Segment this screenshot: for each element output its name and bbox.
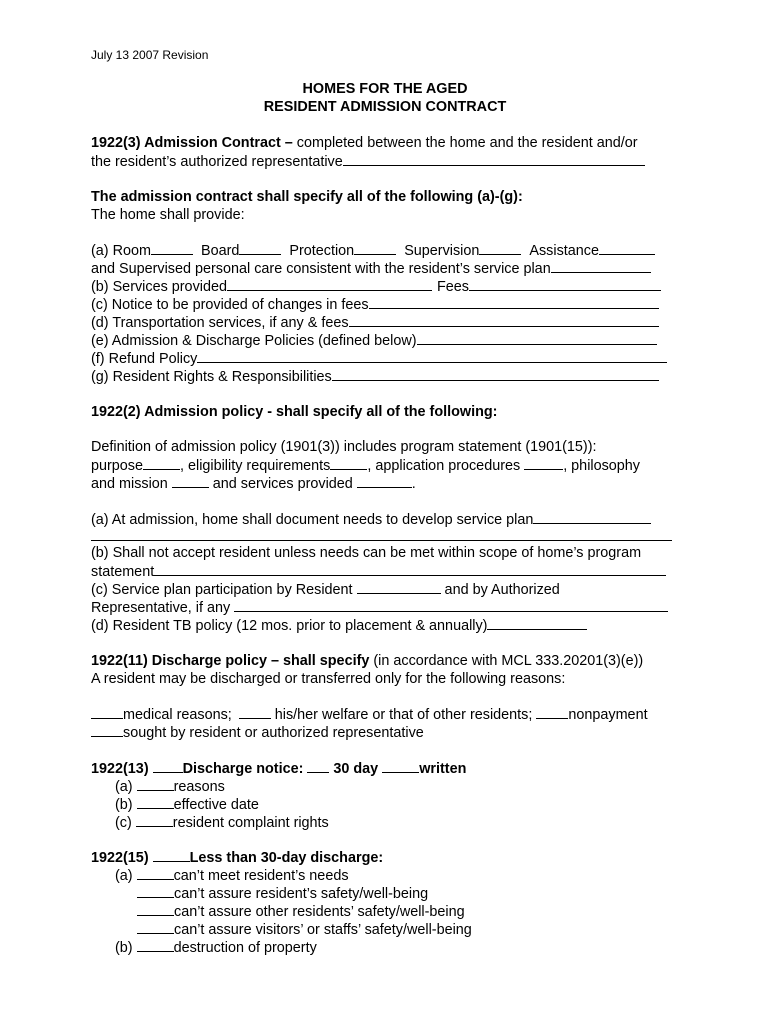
assistance-field[interactable] — [599, 241, 655, 255]
refund-field[interactable] — [197, 349, 667, 363]
services-field[interactable] — [227, 277, 432, 291]
effective-date-check-field[interactable] — [137, 795, 174, 809]
service-plan-field[interactable] — [533, 510, 651, 524]
item-f-line: (f) Refund Policy — [91, 349, 667, 368]
needs-check-field[interactable] — [137, 866, 174, 880]
section-1922-15: 1922(15) Less than 30-day discharge: — [91, 850, 384, 866]
title-line-2: RESIDENT ADMISSION CONTRACT — [263, 99, 507, 115]
authorized-participation-field[interactable] — [234, 598, 668, 612]
room-field[interactable] — [151, 241, 193, 255]
discharge-intro: A resident may be discharged or transferred only for the following reasons: — [91, 671, 566, 687]
resident-participation-field[interactable] — [357, 580, 441, 594]
admission-c-line: (c) Service plan participation by Resident and by Authorized — [91, 582, 560, 598]
item-b-line: (b) Services provided Fees — [91, 277, 661, 296]
short-a4-line: can’t assure visitors’ or staffs’ safety/well-being — [137, 920, 472, 939]
authorized-rep-line: the resident’s authorized representative — [91, 152, 645, 171]
item-a-line-2: and Supervised personal care consistent with the resident’s service plan — [91, 259, 651, 278]
thirty-day-check-field[interactable] — [307, 759, 329, 773]
procedures-field[interactable] — [524, 456, 563, 470]
admission-a-line: (a) At admission, home shall document needs to develop service plan — [91, 510, 651, 529]
discharge-reasons-line: medical reasons; his/her welfare or that of other residents; nonpayment — [91, 705, 648, 724]
visitors-safety-check-field[interactable] — [137, 920, 174, 934]
item-c-line: (c) Notice to be provided of changes in fees — [91, 295, 659, 314]
short-discharge-check-field[interactable] — [153, 848, 190, 862]
item-d-line: (d) Transportation services, if any & fees — [91, 313, 659, 332]
section-1922-13: 1922(13) Discharge notice: 30 day written — [91, 761, 467, 777]
admission-b-line-2: statement — [91, 562, 666, 581]
written-check-field[interactable] — [382, 759, 419, 773]
short-a3-line: can’t assure other residents’ safety/well-being — [137, 902, 465, 921]
mission-field[interactable] — [172, 474, 209, 488]
supervision-field[interactable] — [479, 241, 521, 255]
admission-c-line-2: Representative, if any — [91, 598, 668, 617]
authorized-rep-field[interactable] — [343, 152, 645, 166]
item-e-line: (e) Admission & Discharge Policies (defined below) — [91, 331, 657, 350]
purpose-field[interactable] — [143, 456, 180, 470]
program-statement-field[interactable] — [154, 562, 666, 576]
sought-check-field[interactable] — [91, 723, 123, 737]
notice-field[interactable] — [369, 295, 659, 309]
policies-field[interactable] — [417, 331, 657, 345]
short-a2-line: can’t assure resident’s safety/well-being — [137, 884, 428, 903]
specify-sub: The home shall provide: — [91, 207, 245, 223]
admission-a-blank[interactable] — [91, 540, 672, 541]
others-safety-check-field[interactable] — [137, 902, 174, 916]
mission-line: and mission and services provided . — [91, 476, 416, 492]
transport-field[interactable] — [349, 313, 659, 327]
property-check-field[interactable] — [137, 938, 174, 952]
section-1922-3: 1922(3) Admission Contract – completed between the home and the resident and/or — [91, 135, 638, 151]
item-g-line: (g) Resident Rights & Responsibilities — [91, 367, 659, 386]
services-provided-field[interactable] — [357, 474, 412, 488]
eligibility-field[interactable] — [330, 456, 367, 470]
nonpayment-check-field[interactable] — [536, 705, 568, 719]
safety-check-field[interactable] — [137, 884, 174, 898]
specify-heading: The admission contract shall specify all of the following (a)-(g): — [91, 189, 523, 205]
welfare-check-field[interactable] — [239, 705, 271, 719]
section-1922-11: 1922(11) Discharge policy – shall specify (in accordance with MCL 333.20201(3)(e)) — [91, 653, 644, 669]
admission-d-line: (d) Resident TB policy (12 mos. prior to placement & annually) — [91, 616, 587, 635]
tb-policy-field[interactable] — [487, 616, 587, 630]
admission-b-line: (b) Shall not accept resident unless needs can be met within scope of home’s program — [91, 545, 642, 561]
notice-c-line: (c) resident complaint rights — [115, 815, 329, 831]
discharge-sought-line: sought by resident or authorized representative — [91, 723, 424, 742]
admission-definition: Definition of admission policy (1901(3)) includes program statement (1901(15)): — [91, 439, 597, 455]
personal-care-field[interactable] — [551, 259, 651, 273]
fees-field[interactable] — [469, 277, 661, 291]
short-a-line: (a) can’t meet resident’s needs — [115, 868, 349, 884]
notice-a-line: (a) reasons — [115, 779, 225, 795]
protection-field[interactable] — [354, 241, 396, 255]
board-field[interactable] — [239, 241, 281, 255]
short-b-line: (b) destruction of property — [115, 940, 317, 956]
medical-check-field[interactable] — [91, 705, 123, 719]
section-1922-2: 1922(2) Admission policy - shall specify all of the following: — [91, 404, 498, 420]
notice-b-line: (b) effective date — [115, 797, 259, 813]
program-statement-line: purpose , eligibility requirements , application procedures , philosophy — [91, 458, 640, 474]
revision-note: July 13 2007 Revision — [91, 48, 209, 62]
complaint-rights-check-field[interactable] — [136, 813, 173, 827]
title-line-1: HOMES FOR THE AGED — [302, 81, 468, 97]
item-a-line: (a) Room Board Protection Supervision Assistance — [91, 241, 655, 260]
rights-field[interactable] — [332, 367, 659, 381]
reasons-check-field[interactable] — [137, 777, 174, 791]
discharge-notice-check-field[interactable] — [153, 759, 183, 773]
